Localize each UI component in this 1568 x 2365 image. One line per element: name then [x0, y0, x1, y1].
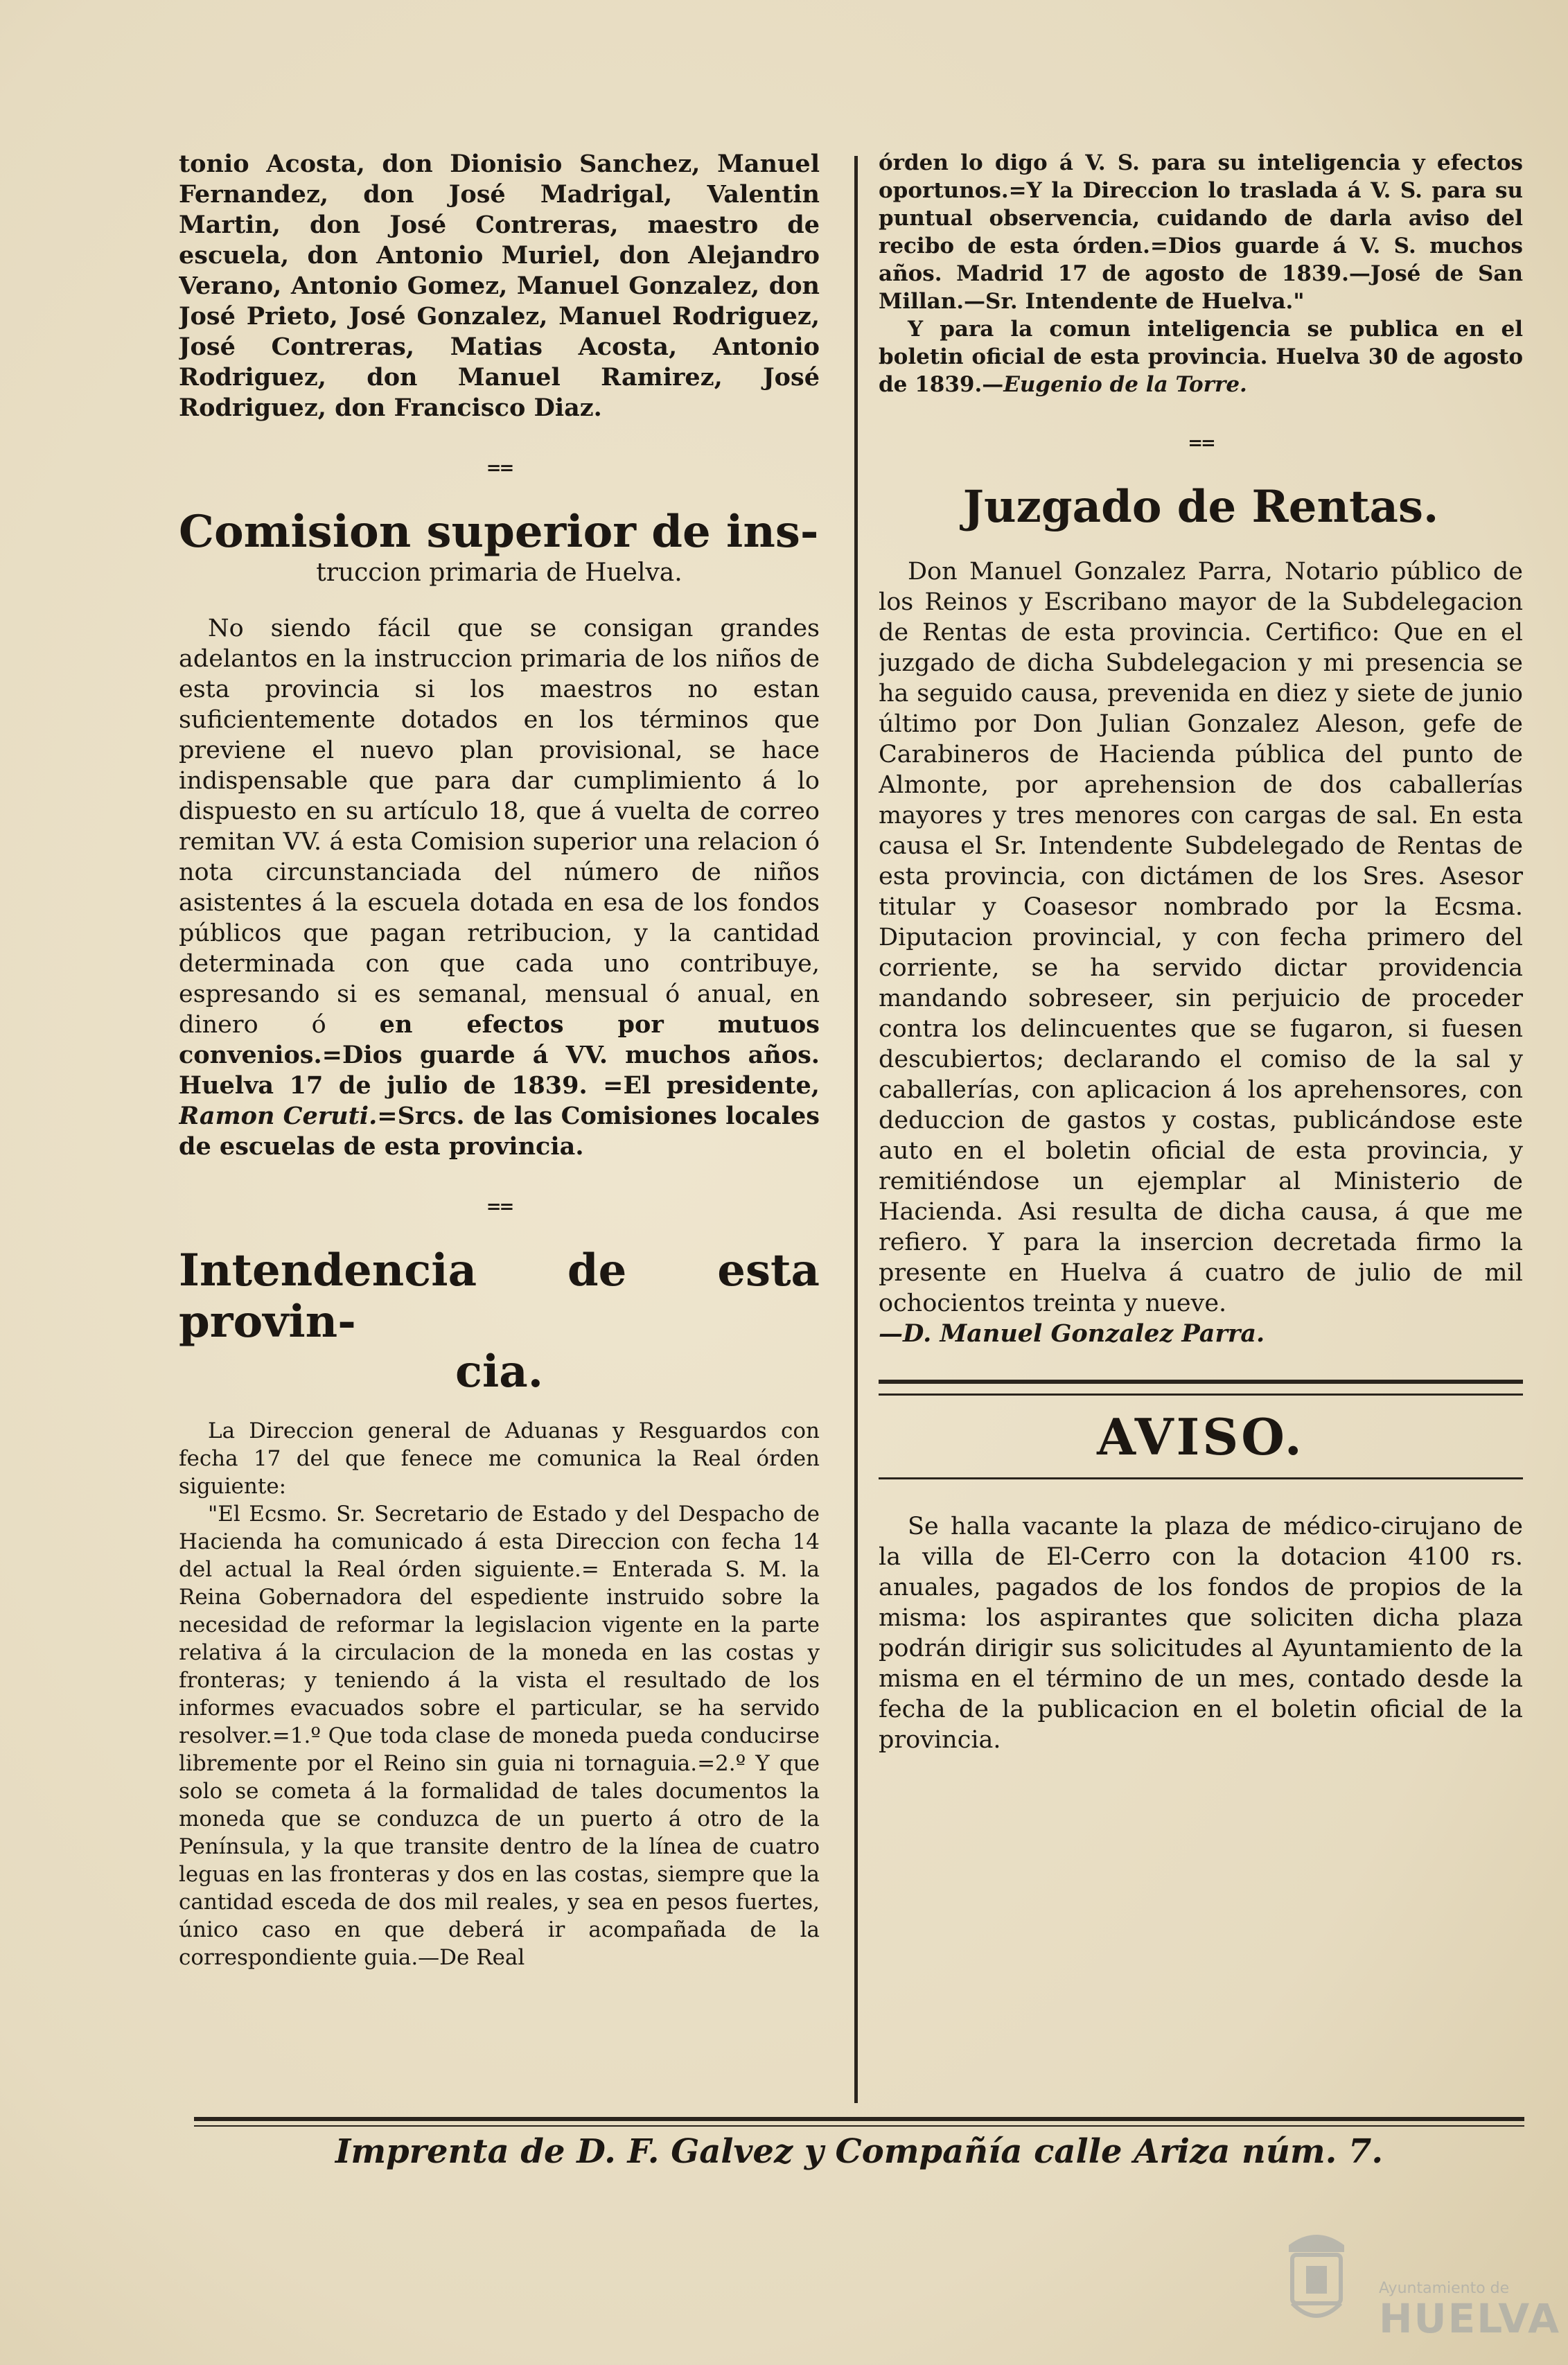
intendencia-title: Intendencia de esta provin-	[179, 1245, 820, 1348]
huelva-watermark	[1275, 2224, 1561, 2342]
comision-body	[179, 613, 820, 1162]
column-divider	[854, 156, 858, 2103]
aviso-rule-top	[879, 1380, 1523, 1384]
section-separator-2: ==	[486, 1197, 513, 1217]
aviso-rule-top-thin	[879, 1393, 1523, 1396]
aviso-title: AVISO.	[1097, 1407, 1305, 1466]
aviso-rule-bottom	[879, 1477, 1523, 1479]
order-closing-signature: Eugenio de la Torre.	[1003, 372, 1247, 397]
aviso-body: Se halla vacante la plaza de médico-cirujano de la villa de El-Cerro con la dotacion 4100 rs. anuales, pagados de los fondos de propios de la misma: los aspirantes que soliciten dicha plaza podrán dirigir sus solicitudes al Ayuntamiento de la misma en el término de un mes, contado desde la fecha de la publicacion en el boletin oficial de la provincia.	[879, 1513, 1523, 1754]
order-closing	[879, 315, 1523, 398]
juzgado-body: Don Manuel Gonzalez Parra, Notario público de los Reinos y Escribano mayor de la Subdelegacion de Rentas de esta provincia. Certifico: Que en el juzgado de dicha Subdelegacion y mi presencia se ha seguido causa, prevenida en diez y siete de junio último por Don Julian Gonzalez Aleson, gefe de Carabineros de Hacienda pública del punto de Almonte, por aprehension de dos caballerías mayores y tres menores con cargas de sal. En esta causa el Sr. Intendente Subdelegado de Rentas de esta provincia, con dictámen de los Sres. Asesor titular y Coasesor nombrado por la Ecsma. Diputacion provincial, y con fecha primero del corriente, se ha servido dictar providencia mandando sobreseer, sin perjuicio de proceder contra los delincuentes que se fugaron, si fuesen descubiertos; declarando el comiso de la sal y caballerías, con aplicacion á los aprehensores, con deduccion de gastos y costas, publicándose este auto en el boletin oficial de esta provincia, y remitiéndose un ejemplar al Ministerio de Hacienda. Asi resulta de dicha causa, á que me refiero. Y para la insercion decretada firmo la presente en Huelva á cuatro de julio de mil ochocientos treinta y nueve.	[879, 558, 1523, 1317]
right-separator: ==	[1188, 433, 1214, 454]
comision-body-end: =Srcs. de las Comisiones locales de escuelas de esta provincia.	[179, 1102, 820, 1161]
comision-subtitle: truccion primaria de Huelva.	[316, 559, 682, 587]
watermark-label: Ayuntamiento de	[1379, 2280, 1510, 2297]
footer-rule-thin	[194, 2125, 1524, 2127]
comision-signature: Ramon Ceruti.	[179, 1102, 378, 1130]
coat-of-arms-icon	[1275, 2224, 1358, 2335]
intendencia-title-cont: cia.	[455, 1346, 544, 1398]
juzgado-signature: —D. Manuel Gonzalez Parra.	[879, 1319, 1265, 1348]
order-closing-text: Y para la comun inteligencia se publica en el boletin oficial de esta provincia. Huelva 30 de agosto de 1839.—	[879, 317, 1523, 397]
names-paragraph: tonio Acosta, don Dionisio Sanchez, Manuel Fernandez, don José Madrigal, Valentin Martin, don José Contreras, maestro de escuela, don Antonio Muriel, don Alejandro Verano, Antonio Gomez, Manuel Gonzalez, don José Prieto, José Gonzalez, Manuel Rodriguez, José Contreras, Matias Acosta, Antonio Rodriguez, don Manuel Ramirez, José Rodriguez, don Francisco Diaz.	[179, 150, 820, 422]
footer-rule	[194, 2117, 1524, 2121]
order-continuation: órden lo digo á V. S. para su inteligencia y efectos oportunos.=Y la Direccion lo traslada á V. S. para su puntual observencia, cuidando de darla aviso del recibo de esta órden.=Dios guarde á V. S. muchos años. Madrid 17 de agosto de 1839.—José de San Millan.—Sr. Intendente de Huelva."	[879, 150, 1523, 314]
intendencia-quote: "El Ecsmo. Sr. Secretario de Estado y del Despacho de Hacienda ha comunicado á esta Direccion con fecha 14 del actual la Real órden siguiente.= Enterada S. M. la Reina Gobernadora del espediente instruido sobre la necesidad de reformar la legislacion vigente en la parte relativa á la circulacion de la moneda en las costas y fronteras; y teniendo á la vista el resultado de los informes evacuados sobre el particular, se ha servido resolver.=1.º Que toda clase de moneda pueda conducirse libremente por el Reino sin guia ni tornaguia.=2.º Y que solo se cometa á la formalidad de tales documentos la moneda que se conduzca de un puerto á otro de la Península, y la que transite dentro de la línea de cuatro leguas en las fronteras y dos en las costas, siempre que la cantidad esceda de dos mil reales, y sea en pesos fuertes, único caso en que deberá ir acompañada de la correspondiente guia.—De Real	[179, 1502, 820, 1970]
watermark-name: HUELVA	[1379, 2295, 1561, 2342]
intendencia-intro: La Direccion general de Aduanas y Resguardos con fecha 17 del que fenece me comunica la Real órden siguiente:	[179, 1418, 820, 1499]
section-separator: ==	[486, 458, 513, 479]
comision-title: Comision superior de ins-	[179, 506, 819, 558]
left-column	[179, 149, 820, 2117]
imprint-line: Imprenta de D. F. Galvez y Compañía calle Ariza núm. 7.	[335, 2132, 1384, 2171]
juzgado-title: Juzgado de Rentas.	[962, 481, 1439, 533]
comision-body-regular: No siendo fácil que se consigan grandes adelantos en la instruccion primaria de los niños de esta provincia si los maestros no estan suficientemente dotados en los términos que previene el nuevo plan provisional, se hace indispensable que para dar cumplimiento á lo dispuesto en su artículo 18, que á vuelta de correo remitan VV. á esta Comision superior una relacion ó nota circunstanciada del número de niños asistentes á la escuela dotada en esa de los fondos públicos que pagan retribucion, y la cantidad determinada con que cada uno contribuye, espresando si es semanal, mensual ó anual, en dinero ó	[179, 615, 820, 1039]
comision-body-bold: en efectos por mutuos convenios.=Dios guarde á VV. muchos años. Huelva 17 de julio de 1839. =El presidente,	[179, 1010, 820, 1100]
right-column	[879, 149, 1523, 2117]
